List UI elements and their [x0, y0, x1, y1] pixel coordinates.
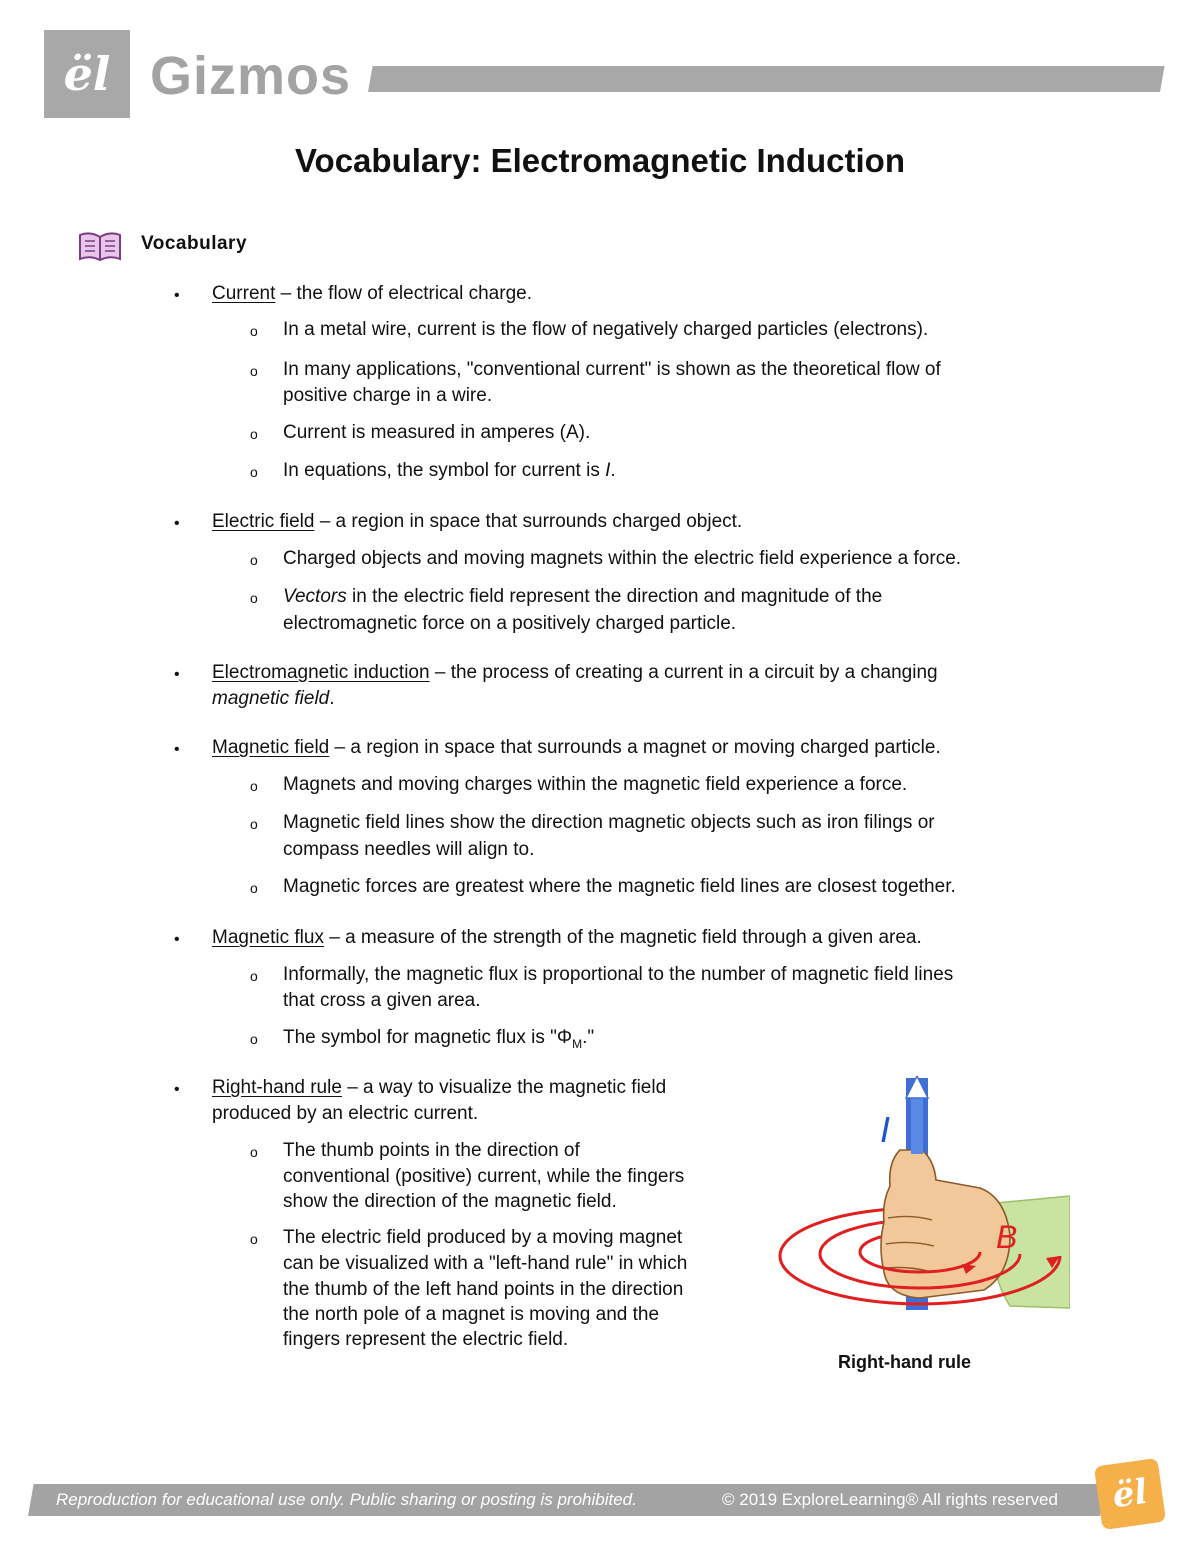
sub-item: Vectors in the electric field represent the direction and magnitude of the: [283, 586, 883, 607]
sub-marker: o: [250, 880, 258, 896]
sub-item-continued: can be visualized with a "left-hand rule" in which: [283, 1253, 688, 1274]
sub-marker: o: [250, 1231, 258, 1247]
current-label: I: [880, 1109, 891, 1150]
brand-name: Gizmos: [150, 46, 352, 106]
sub-item-continued: that cross a given area.: [283, 990, 481, 1011]
bullet-marker: •: [174, 931, 180, 948]
explorelearning-footer-logo: ël: [1094, 1458, 1166, 1530]
bullet-marker: •: [174, 287, 180, 304]
sub-item: In many applications, "conventional current" is shown as the theoretical flow of: [283, 359, 941, 380]
sub-item-continued: show the direction of the magnetic field.: [283, 1191, 617, 1212]
term-magnetic-field: Magnetic field – a region in space that surrounds a magnet or moving charged particle.: [212, 737, 941, 758]
sub-marker: o: [250, 464, 258, 480]
term-label: Current: [212, 283, 276, 304]
sub-item-continued: fingers represent the electric field.: [283, 1329, 569, 1350]
sub-item-continued: positive charge in a wire.: [283, 385, 493, 406]
sub-marker: o: [250, 363, 258, 379]
sub-marker: o: [250, 590, 258, 606]
bullet-marker: •: [174, 741, 180, 758]
term-label: Magnetic field: [212, 737, 330, 758]
right-hand-rule-figure: [770, 1076, 1070, 1316]
term-label: Electric field: [212, 511, 315, 532]
sub-item: Current is measured in amperes (A).: [283, 422, 591, 443]
page-title: Vocabulary: Electromagnetic Induction: [294, 142, 905, 179]
sub-item-continued: the north pole of a magnet is moving and the: [283, 1304, 660, 1325]
term-label: Right-hand rule: [212, 1077, 342, 1098]
sub-marker: o: [250, 968, 258, 984]
sub-item: The electric field produced by a moving magnet: [283, 1227, 683, 1248]
term-magnetic-flux: Magnetic flux – a measure of the strength of the magnetic field through a given area.: [212, 927, 922, 948]
term-current: Current – the flow of electrical charge.: [212, 283, 532, 304]
term-electromagnetic-induction: Electromagnetic induction – the process of creating a current in a circuit by a changing: [212, 662, 938, 683]
sub-item-continued: the thumb of the left hand points in the direction: [283, 1279, 684, 1300]
footer-copyright: © 2019 ExploreLearning® All rights reserved: [722, 1490, 1058, 1509]
sub-item: In a metal wire, current is the flow of negatively charged particles (electrons).: [283, 319, 929, 340]
current-arrow-shaft: [911, 1094, 923, 1154]
sub-marker: o: [250, 778, 258, 794]
sub-item: Magnetic field lines show the direction magnetic objects such as iron filings or: [283, 812, 935, 833]
footer-notice: Reproduction for educational use only. Public sharing or posting is prohibited.: [56, 1490, 637, 1509]
sub-marker: o: [250, 552, 258, 568]
section-heading: Vocabulary: [141, 233, 248, 254]
bullet-marker: •: [174, 515, 180, 532]
term-label: Electromagnetic induction: [212, 662, 430, 683]
sub-marker: o: [250, 323, 258, 339]
definition-continued: produced by an electric current.: [212, 1103, 479, 1124]
sub-item: The thumb points in the direction of: [283, 1140, 580, 1161]
bullet-marker: •: [174, 666, 180, 683]
hand: [881, 1150, 1010, 1298]
sub-marker: o: [250, 1031, 258, 1047]
term-electric-field: Electric field – a region in space that surrounds charged object.: [212, 511, 743, 532]
sub-item-continued: compass needles will align to.: [283, 839, 535, 860]
bullet-marker: •: [174, 1081, 180, 1098]
sub-item: Magnets and moving charges within the magnetic field experience a force.: [283, 774, 908, 795]
explorelearning-logo: ël: [44, 30, 130, 118]
sub-marker: o: [250, 1144, 258, 1160]
sub-item: In equations, the symbol for current is I.: [283, 460, 616, 481]
sub-item: Magnetic forces are greatest where the magnetic field lines are closest together.: [283, 876, 956, 897]
figure-caption: Right-hand rule: [838, 1352, 971, 1372]
sub-item: The symbol for magnetic flux is "$\Phi_M$.": [283, 1027, 595, 1051]
sub-item: Informally, the magnetic flux is proportional to the number of magnetic field lines: [283, 964, 954, 985]
book-icon: [76, 229, 124, 263]
term-right-hand-rule: Right-hand rule – a way to visualize the magnetic field: [212, 1077, 667, 1098]
sub-marker: o: [250, 426, 258, 442]
definition-continued: magnetic field.: [212, 688, 335, 709]
sub-item: Charged objects and moving magnets within the electric field experience a force.: [283, 548, 962, 569]
sub-item-continued: electromagnetic force on a positively charged particle.: [283, 613, 737, 634]
field-label: B: [996, 1219, 1018, 1255]
header-bar: [368, 66, 1165, 92]
sub-marker: o: [250, 816, 258, 832]
term-label: Magnetic flux: [212, 927, 324, 948]
sub-item-continued: conventional (positive) current, while the fingers: [283, 1166, 685, 1187]
